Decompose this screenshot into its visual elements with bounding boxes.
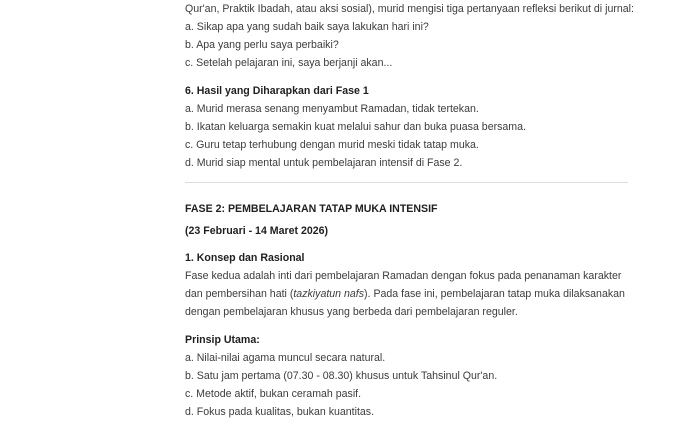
konsep-heading: 1. Konsep dan Rasional bbox=[185, 252, 305, 264]
konsep-italic-term: tazkiyatun nafs bbox=[293, 288, 365, 300]
konsep-text: dan pembersihan hati ( bbox=[185, 288, 294, 300]
fase2-title: FASE 2: PEMBELAJARAN TATAP MUKA INTENSIF bbox=[185, 203, 438, 215]
reflection-intro: Qur'an, Praktik Ibadah, atau aksi sosial), murid mengisi tiga pertanyaan refleksi berikut di jurnal: bbox=[185, 3, 634, 15]
konsep-line: Fase kedua adalah inti dari pembelajaran Ramadan dengan fokus pada penanaman karakter bbox=[185, 270, 622, 282]
prinsip-item: b. Satu jam pertama (07.30 - 08.30) khusus untuk Tahsinul Qur'an. bbox=[185, 370, 498, 382]
section-divider bbox=[185, 182, 628, 183]
konsep-text: ). Pada fase ini, pembelajaran tatap muka dilaksanakan bbox=[364, 288, 625, 300]
reflection-item: b. Apa yang perlu saya perbaiki? bbox=[185, 39, 339, 51]
konsep-line: dengan pembelajaran khusus yang berbeda dari pembelajaran reguler. bbox=[185, 306, 518, 318]
prinsip-item: a. Nilai-nilai agama muncul secara natural. bbox=[185, 352, 386, 364]
result-item: a. Murid merasa senang menyambut Ramadan, tidak tertekan. bbox=[185, 103, 479, 115]
prinsip-item: d. Fokus pada kualitas, bukan kuantitas. bbox=[185, 406, 375, 418]
reflection-item: a. Sikap apa yang sudah baik saya lakukan hari ini? bbox=[185, 21, 429, 33]
konsep-line bbox=[185, 285, 625, 303]
result-item: c. Guru tetap terhubung dengan murid meski tidak tatap muka. bbox=[185, 139, 479, 151]
reflection-item: c. Setelah pelajaran ini, saya berjanji akan... bbox=[185, 57, 393, 69]
result-item: b. Ikatan keluarga semakin kuat melalui sahur dan buka puasa bersama. bbox=[185, 121, 526, 133]
prinsip-heading: Prinsip Utama: bbox=[185, 334, 260, 346]
fase2-dates: (23 Februari - 14 Maret 2026) bbox=[185, 225, 329, 237]
results-heading: 6. Hasil yang Diharapkan dari Fase 1 bbox=[185, 85, 369, 97]
prinsip-item: c. Metode aktif, bukan ceramah pasif. bbox=[185, 388, 362, 400]
result-item: d. Murid siap mental untuk pembelajaran intensif di Fase 2. bbox=[185, 157, 463, 169]
